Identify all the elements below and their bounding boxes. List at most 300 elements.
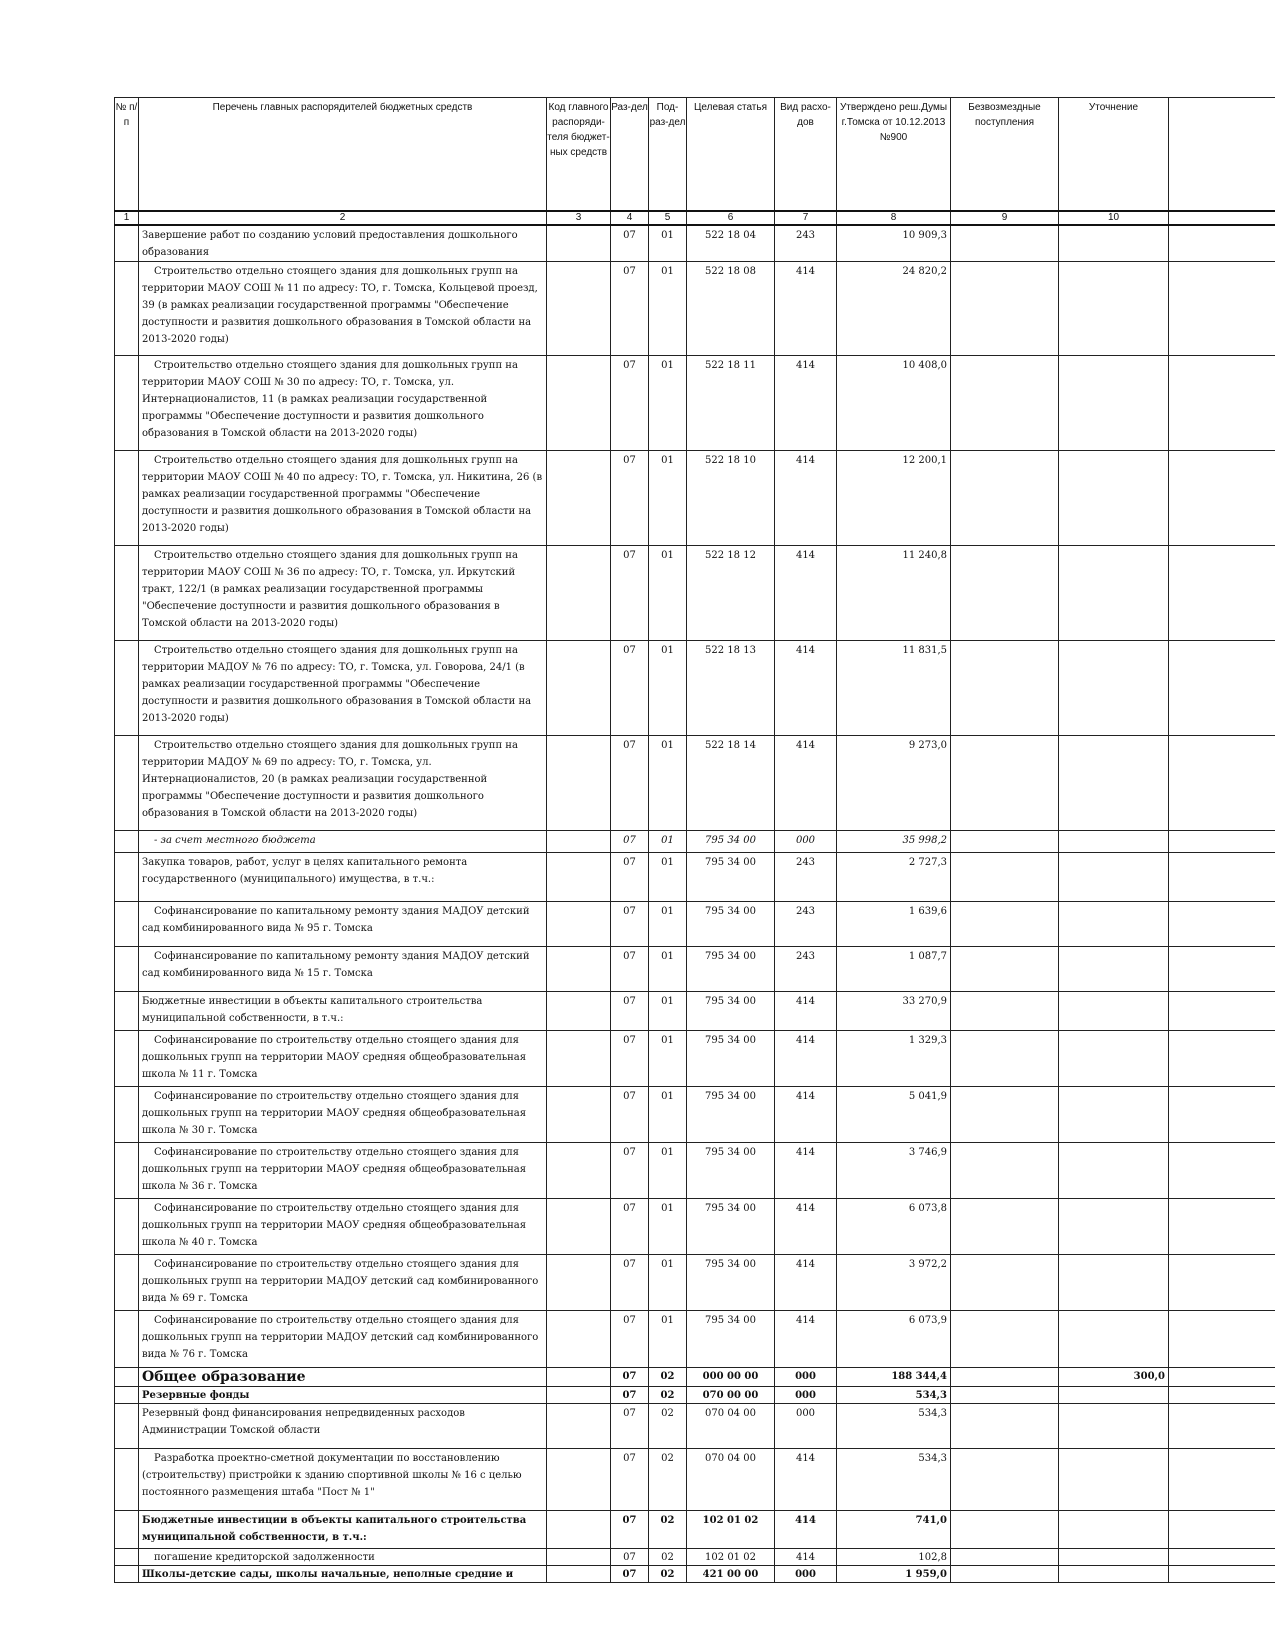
cell-statya: 421 00 00	[687, 1565, 775, 1582]
cell-name: Софинансирование по капитальному ремонту здания МАДОУ детский сад комбинированного вида № 15 г. Томска	[139, 946, 547, 991]
cell-num	[115, 1310, 139, 1367]
cell-refinement	[1059, 1254, 1169, 1310]
cell-extra	[1169, 1448, 1275, 1510]
cell-podrazdel: 01	[649, 1086, 687, 1142]
cell-extra	[1169, 1386, 1275, 1403]
cell-podrazdel: 01	[649, 1142, 687, 1198]
cell-code	[547, 1142, 611, 1198]
cell-extra	[1169, 901, 1275, 946]
cell-statya: 070 04 00	[687, 1403, 775, 1448]
cell-razdel: 07	[611, 1548, 649, 1565]
cell-num	[115, 946, 139, 991]
cell-num	[115, 735, 139, 830]
cell-grants	[951, 1403, 1059, 1448]
cell-extra	[1169, 1367, 1275, 1386]
cell-num	[115, 1510, 139, 1548]
cell-grants	[951, 1386, 1059, 1403]
cell-amount: 12 200,1	[837, 450, 951, 545]
cell-statya: 795 34 00	[687, 1030, 775, 1086]
cell-name: Бюджетные инвестиции в объекты капитального строительства муниципальной собственности, в т.ч.:	[139, 991, 547, 1030]
cell-code	[547, 1030, 611, 1086]
cell-statya: 795 34 00	[687, 1310, 775, 1367]
cell-podrazdel: 01	[649, 1198, 687, 1254]
cell-statya: 522 18 11	[687, 355, 775, 450]
cell-podrazdel: 01	[649, 545, 687, 640]
cell-refinement	[1059, 1510, 1169, 1548]
table-row	[115, 1565, 1275, 1582]
cell-vid: 414	[775, 261, 837, 355]
cell-amount: 10 909,3	[837, 225, 951, 262]
cell-amount: 6 073,9	[837, 1310, 951, 1367]
cell-grants	[951, 1565, 1059, 1582]
cell-code	[547, 1198, 611, 1254]
cell-name: Строительство отдельно стоящего здания для дошкольных групп на территории МАОУ СОШ № 40 по адресу: ТО, г. Томска, ул. Никитина, 26 (в рамках реализации государственной программы "Обеспечение доступности и развития дошкольного образования в Томской области на 2013-2020 годы)	[139, 450, 547, 545]
cell-name: Строительство отдельно стоящего здания для дошкольных групп на территории МАОУ СОШ № 36 по адресу: ТО, г. Томска, ул. Иркутский тракт, 122/1 (в рамках реализации государственной программы "Обеспечение доступности и развития дошкольного образования в Томской области на 2013-2020 годы)	[139, 545, 547, 640]
cell-name: Софинансирование по строительству отдельно стоящего здания для дошкольных групп на территории МАДОУ детский сад комбинированного вида № 76 г. Томска	[139, 1310, 547, 1367]
table-row	[115, 1403, 1275, 1448]
cell-name: Софинансирование по строительству отдельно стоящего здания для дошкольных групп на территории МАОУ средняя общеобразовательная школа № 40 г. Томска	[139, 1198, 547, 1254]
cell-name: Софинансирование по строительству отдельно стоящего здания для дошкольных групп на территории МАДОУ детский сад комбинированного вида № 69 г. Томска	[139, 1254, 547, 1310]
cell-razdel: 07	[611, 1448, 649, 1510]
table-row	[115, 852, 1275, 901]
colnum	[1169, 211, 1275, 225]
cell-podrazdel: 02	[649, 1548, 687, 1565]
cell-amount: 534,3	[837, 1386, 951, 1403]
cell-grants	[951, 830, 1059, 852]
cell-vid: 243	[775, 852, 837, 901]
cell-code	[547, 1367, 611, 1386]
cell-statya: 522 18 13	[687, 640, 775, 735]
cell-extra	[1169, 225, 1275, 262]
cell-name: Завершение работ по созданию условий предоставления дошкольного образования	[139, 225, 547, 262]
cell-name: Разработка проектно-сметной документации по восстановлению (строительству) пристройки к зданию спортивной школы № 16 с целью постоянного размещения штаба "Пост № 1"	[139, 1448, 547, 1510]
cell-refinement	[1059, 1403, 1169, 1448]
cell-name: Строительство отдельно стоящего здания для дошкольных групп на территории МАОУ СОШ № 11 по адресу: ТО, г. Томска, Кольцевой проезд, 39 (в рамках реализации государственной программы "Обеспечение доступности и развития дошкольного образования в Томской области на 2013-2020 годы)	[139, 261, 547, 355]
colnum: 3	[547, 211, 611, 225]
cell-code	[547, 450, 611, 545]
cell-vid: 414	[775, 355, 837, 450]
cell-statya: 795 34 00	[687, 1086, 775, 1142]
cell-refinement	[1059, 1086, 1169, 1142]
cell-statya: 522 18 14	[687, 735, 775, 830]
cell-amount: 10 408,0	[837, 355, 951, 450]
cell-grants	[951, 261, 1059, 355]
cell-extra	[1169, 1030, 1275, 1086]
cell-statya: 795 34 00	[687, 946, 775, 991]
cell-num	[115, 991, 139, 1030]
cell-refinement	[1059, 1030, 1169, 1086]
table-row	[115, 1030, 1275, 1086]
cell-amount: 3 746,9	[837, 1142, 951, 1198]
cell-podrazdel: 01	[649, 1030, 687, 1086]
colnum: 2	[139, 211, 547, 225]
column-number-row	[115, 211, 1275, 225]
header-podrazdel: Под-раз-дел	[649, 98, 687, 211]
cell-podrazdel: 01	[649, 830, 687, 852]
colnum: 8	[837, 211, 951, 225]
cell-refinement	[1059, 735, 1169, 830]
cell-grants	[951, 1510, 1059, 1548]
cell-extra	[1169, 1086, 1275, 1142]
cell-podrazdel: 02	[649, 1448, 687, 1510]
cell-code	[547, 355, 611, 450]
cell-num	[115, 450, 139, 545]
cell-vid: 414	[775, 991, 837, 1030]
cell-refinement: 300,0	[1059, 1367, 1169, 1386]
table-row	[115, 1198, 1275, 1254]
cell-num	[115, 1565, 139, 1582]
header-name: Перечень главных распорядителей бюджетных средств	[139, 98, 547, 211]
cell-razdel: 07	[611, 1510, 649, 1548]
table-row	[115, 640, 1275, 735]
cell-podrazdel: 01	[649, 225, 687, 262]
cell-razdel: 07	[611, 852, 649, 901]
cell-grants	[951, 852, 1059, 901]
cell-statya: 795 34 00	[687, 830, 775, 852]
cell-grants	[951, 946, 1059, 991]
cell-statya: 795 34 00	[687, 1142, 775, 1198]
header-refinement: Уточнение	[1059, 98, 1169, 211]
cell-podrazdel: 01	[649, 991, 687, 1030]
cell-extra	[1169, 1510, 1275, 1548]
cell-statya: 795 34 00	[687, 852, 775, 901]
cell-refinement	[1059, 640, 1169, 735]
header-approved: Утверждено реш.Думы г.Томска от 10.12.2013 №900	[837, 98, 951, 211]
cell-amount: 534,3	[837, 1448, 951, 1510]
cell-code	[547, 1548, 611, 1565]
table-row	[115, 901, 1275, 946]
cell-razdel: 07	[611, 1310, 649, 1367]
table-row	[115, 1086, 1275, 1142]
cell-code	[547, 261, 611, 355]
cell-statya: 522 18 08	[687, 261, 775, 355]
cell-extra	[1169, 450, 1275, 545]
cell-code	[547, 1565, 611, 1582]
cell-num	[115, 640, 139, 735]
cell-statya: 070 00 00	[687, 1386, 775, 1403]
cell-amount: 741,0	[837, 1510, 951, 1548]
cell-amount: 1 329,3	[837, 1030, 951, 1086]
cell-num	[115, 1548, 139, 1565]
cell-code	[547, 1386, 611, 1403]
cell-grants	[951, 1310, 1059, 1367]
cell-podrazdel: 02	[649, 1367, 687, 1386]
cell-vid: 414	[775, 640, 837, 735]
cell-refinement	[1059, 1448, 1169, 1510]
cell-extra	[1169, 1548, 1275, 1565]
cell-statya: 522 18 10	[687, 450, 775, 545]
cell-code	[547, 735, 611, 830]
cell-vid: 000	[775, 1386, 837, 1403]
cell-amount: 11 831,5	[837, 640, 951, 735]
cell-amount: 5 041,9	[837, 1086, 951, 1142]
colnum: 7	[775, 211, 837, 225]
cell-code	[547, 1448, 611, 1510]
cell-name: Строительство отдельно стоящего здания для дошкольных групп на территории МАДОУ № 69 по адресу: ТО, г. Томска, ул. Интернационалистов, 20 (в рамках реализации государственной программы "Обеспечение доступности и развития дошкольного образования в Томской области на 2013-2020 годы)	[139, 735, 547, 830]
cell-extra	[1169, 1403, 1275, 1448]
cell-statya: 522 18 04	[687, 225, 775, 262]
table-row	[115, 1448, 1275, 1510]
cell-refinement	[1059, 1386, 1169, 1403]
table-row	[115, 1254, 1275, 1310]
cell-refinement	[1059, 545, 1169, 640]
cell-code	[547, 1254, 611, 1310]
colnum: 6	[687, 211, 775, 225]
header-vid: Вид расхо-дов	[775, 98, 837, 211]
cell-refinement	[1059, 946, 1169, 991]
table-row	[115, 1510, 1275, 1548]
cell-podrazdel: 01	[649, 261, 687, 355]
cell-amount: 1 087,7	[837, 946, 951, 991]
cell-name: погашение кредиторской задолженности	[139, 1548, 547, 1565]
cell-extra	[1169, 545, 1275, 640]
cell-refinement	[1059, 450, 1169, 545]
header-statya: Целевая статья	[687, 98, 775, 211]
cell-refinement	[1059, 830, 1169, 852]
cell-amount: 35 998,2	[837, 830, 951, 852]
cell-razdel: 07	[611, 1386, 649, 1403]
cell-podrazdel: 02	[649, 1510, 687, 1548]
cell-amount: 6 073,8	[837, 1198, 951, 1254]
header-num: № п/п	[115, 98, 139, 211]
cell-podrazdel: 01	[649, 852, 687, 901]
colnum: 5	[649, 211, 687, 225]
cell-num	[115, 901, 139, 946]
cell-num	[115, 1030, 139, 1086]
cell-statya: 102 01 02	[687, 1548, 775, 1565]
cell-vid: 414	[775, 1510, 837, 1548]
cell-name: Софинансирование по строительству отдельно стоящего здания для дошкольных групп на территории МАОУ средняя общеобразовательная школа № 36 г. Томска	[139, 1142, 547, 1198]
cell-extra	[1169, 640, 1275, 735]
cell-razdel: 07	[611, 1030, 649, 1086]
cell-refinement	[1059, 991, 1169, 1030]
cell-name: Общее образование	[139, 1367, 547, 1386]
cell-amount: 2 727,3	[837, 852, 951, 901]
header-row	[115, 98, 1275, 211]
cell-num	[115, 1254, 139, 1310]
cell-razdel: 07	[611, 1565, 649, 1582]
cell-vid: 414	[775, 1548, 837, 1565]
colnum: 1	[115, 211, 139, 225]
cell-num	[115, 1448, 139, 1510]
cell-vid: 000	[775, 1367, 837, 1386]
cell-vid: 414	[775, 1142, 837, 1198]
cell-vid: 243	[775, 901, 837, 946]
cell-name: Школы-детские сады, школы начальные, неполные средние и	[139, 1565, 547, 1582]
cell-refinement	[1059, 1310, 1169, 1367]
cell-extra	[1169, 261, 1275, 355]
cell-num	[115, 852, 139, 901]
cell-razdel: 07	[611, 735, 649, 830]
cell-razdel: 07	[611, 991, 649, 1030]
colnum: 9	[951, 211, 1059, 225]
colnum: 4	[611, 211, 649, 225]
cell-podrazdel: 01	[649, 640, 687, 735]
cell-razdel: 07	[611, 1198, 649, 1254]
cell-amount: 24 820,2	[837, 261, 951, 355]
table-row	[115, 1310, 1275, 1367]
cell-vid: 243	[775, 946, 837, 991]
cell-amount: 3 972,2	[837, 1254, 951, 1310]
cell-podrazdel: 01	[649, 1310, 687, 1367]
cell-vid: 243	[775, 225, 837, 262]
table-row	[115, 545, 1275, 640]
cell-extra	[1169, 946, 1275, 991]
cell-code	[547, 991, 611, 1030]
cell-num	[115, 1142, 139, 1198]
table-row	[115, 946, 1275, 991]
cell-podrazdel: 01	[649, 450, 687, 545]
cell-razdel: 07	[611, 901, 649, 946]
table-row	[115, 991, 1275, 1030]
cell-vid: 414	[775, 735, 837, 830]
cell-podrazdel: 02	[649, 1403, 687, 1448]
cell-num	[115, 545, 139, 640]
cell-razdel: 07	[611, 225, 649, 262]
cell-statya: 795 34 00	[687, 1254, 775, 1310]
cell-razdel: 07	[611, 1086, 649, 1142]
cell-razdel: 07	[611, 545, 649, 640]
cell-extra	[1169, 1310, 1275, 1367]
cell-refinement	[1059, 225, 1169, 262]
cell-code	[547, 852, 611, 901]
cell-code	[547, 830, 611, 852]
cell-amount: 1 959,0	[837, 1565, 951, 1582]
cell-num	[115, 261, 139, 355]
cell-podrazdel: 01	[649, 946, 687, 991]
table-row	[115, 830, 1275, 852]
cell-name: Софинансирование по строительству отдельно стоящего здания для дошкольных групп на территории МАОУ средняя общеобразовательная школа № 11 г. Томска	[139, 1030, 547, 1086]
cell-refinement	[1059, 901, 1169, 946]
table-row	[115, 1386, 1275, 1403]
cell-extra	[1169, 852, 1275, 901]
cell-refinement	[1059, 355, 1169, 450]
cell-amount: 33 270,9	[837, 991, 951, 1030]
cell-code	[547, 901, 611, 946]
cell-razdel: 07	[611, 830, 649, 852]
cell-extra	[1169, 735, 1275, 830]
cell-statya: 522 18 12	[687, 545, 775, 640]
cell-name: Софинансирование по строительству отдельно стоящего здания для дошкольных групп на территории МАОУ средняя общеобразовательная школа № 30 г. Томска	[139, 1086, 547, 1142]
cell-statya: 000 00 00	[687, 1367, 775, 1386]
cell-code	[547, 1403, 611, 1448]
cell-razdel: 07	[611, 1367, 649, 1386]
cell-num	[115, 830, 139, 852]
cell-amount: 9 273,0	[837, 735, 951, 830]
cell-grants	[951, 735, 1059, 830]
cell-razdel: 07	[611, 1254, 649, 1310]
cell-razdel: 07	[611, 946, 649, 991]
cell-vid: 414	[775, 1254, 837, 1310]
cell-refinement	[1059, 261, 1169, 355]
cell-vid: 414	[775, 545, 837, 640]
cell-refinement	[1059, 1198, 1169, 1254]
cell-code	[547, 1086, 611, 1142]
cell-name: Закупка товаров, работ, услуг в целях капитального ремонта государственного (муниципального) имущества, в т.ч.:	[139, 852, 547, 901]
cell-num	[115, 1403, 139, 1448]
table-row	[115, 1142, 1275, 1198]
cell-amount: 11 240,8	[837, 545, 951, 640]
cell-code	[547, 1510, 611, 1548]
header-grants: Безвозмездные поступления	[951, 98, 1059, 211]
cell-refinement	[1059, 852, 1169, 901]
cell-code	[547, 225, 611, 262]
cell-grants	[951, 1030, 1059, 1086]
cell-podrazdel: 01	[649, 901, 687, 946]
header-razdel: Раз-дел	[611, 98, 649, 211]
cell-num	[115, 1086, 139, 1142]
cell-extra	[1169, 1254, 1275, 1310]
cell-vid: 000	[775, 1565, 837, 1582]
cell-razdel: 07	[611, 355, 649, 450]
cell-extra	[1169, 1198, 1275, 1254]
cell-grants	[951, 901, 1059, 946]
cell-statya: 070 04 00	[687, 1448, 775, 1510]
cell-num	[115, 1367, 139, 1386]
cell-amount: 188 344,4	[837, 1367, 951, 1386]
cell-refinement	[1059, 1142, 1169, 1198]
cell-razdel: 07	[611, 1403, 649, 1448]
header-code: Код главного распоряди-теля бюджет-ных средств	[547, 98, 611, 211]
cell-amount: 102,8	[837, 1548, 951, 1565]
cell-name: Резервный фонд финансирования непредвиденных расходов Администрации Томской области	[139, 1403, 547, 1448]
cell-grants	[951, 450, 1059, 545]
cell-name: - за счет местного бюджета	[139, 830, 547, 852]
cell-statya: 795 34 00	[687, 901, 775, 946]
cell-num	[115, 1386, 139, 1403]
cell-podrazdel: 01	[649, 1254, 687, 1310]
cell-code	[547, 946, 611, 991]
cell-grants	[951, 225, 1059, 262]
cell-grants	[951, 1448, 1059, 1510]
cell-statya: 795 34 00	[687, 1198, 775, 1254]
cell-razdel: 07	[611, 450, 649, 545]
cell-podrazdel: 01	[649, 355, 687, 450]
cell-name: Софинансирование по капитальному ремонту здания МАДОУ детский сад комбинированного вида № 95 г. Томска	[139, 901, 547, 946]
cell-extra	[1169, 1565, 1275, 1582]
cell-vid: 000	[775, 830, 837, 852]
cell-num	[115, 355, 139, 450]
budget-table-sheet	[114, 97, 1275, 1583]
header-extra	[1169, 98, 1275, 211]
table-row	[115, 1367, 1275, 1386]
cell-vid: 414	[775, 1198, 837, 1254]
cell-code	[547, 1310, 611, 1367]
cell-num	[115, 225, 139, 262]
cell-statya: 795 34 00	[687, 991, 775, 1030]
cell-vid: 414	[775, 1086, 837, 1142]
cell-vid: 000	[775, 1403, 837, 1448]
table-row	[115, 355, 1275, 450]
cell-vid: 414	[775, 1448, 837, 1510]
cell-vid: 414	[775, 1030, 837, 1086]
cell-podrazdel: 01	[649, 735, 687, 830]
table-row	[115, 261, 1275, 355]
cell-name: Строительство отдельно стоящего здания для дошкольных групп на территории МАДОУ № 76 по адресу: ТО, г. Томска, ул. Говорова, 24/1 (в рамках реализации государственной программы "Обеспечение доступности и развития дошкольного образования в Томской области на 2013-2020 годы)	[139, 640, 547, 735]
cell-amount: 534,3	[837, 1403, 951, 1448]
cell-extra	[1169, 1142, 1275, 1198]
cell-grants	[951, 640, 1059, 735]
table-row	[115, 225, 1275, 262]
cell-refinement	[1059, 1548, 1169, 1565]
cell-grants	[951, 1367, 1059, 1386]
cell-extra	[1169, 830, 1275, 852]
cell-grants	[951, 1254, 1059, 1310]
table-row	[115, 450, 1275, 545]
cell-grants	[951, 1198, 1059, 1254]
cell-razdel: 07	[611, 640, 649, 735]
cell-grants	[951, 1142, 1059, 1198]
